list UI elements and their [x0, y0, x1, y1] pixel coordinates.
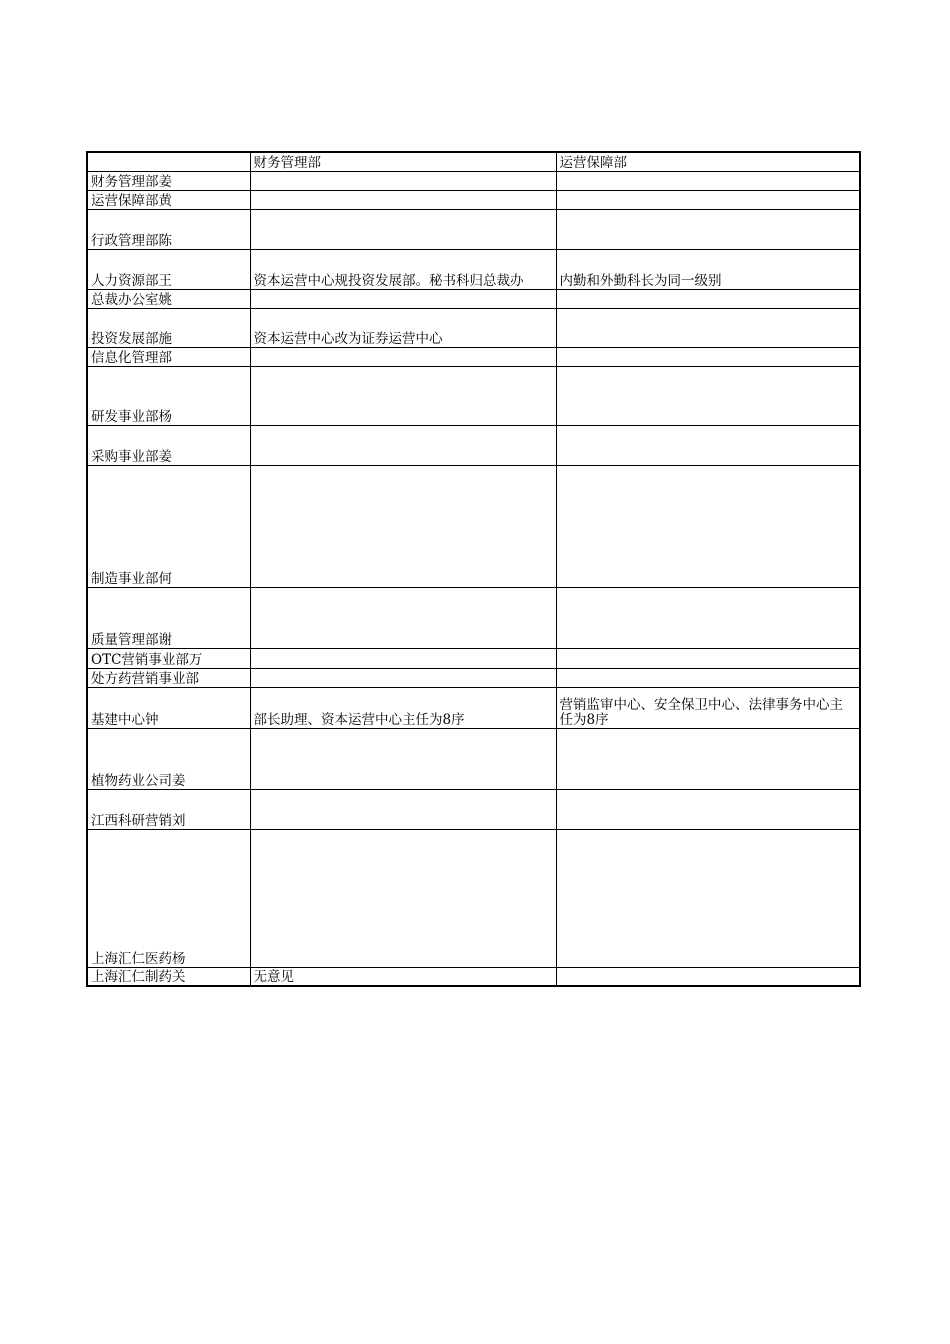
ops-comment-cell[interactable] — [556, 789, 860, 829]
header-cell-dept[interactable] — [87, 152, 250, 171]
dept-cell[interactable]: 总裁办公室姚 — [87, 289, 250, 308]
table-row — [87, 687, 860, 728]
dept-cell[interactable]: 投资发展部施 — [87, 308, 250, 347]
dept-cell[interactable]: 植物药业公司姜 — [87, 728, 250, 789]
ops-comment-cell[interactable] — [556, 190, 860, 209]
table-row — [87, 308, 860, 347]
finance-comment-cell[interactable] — [250, 728, 556, 789]
feedback-sheet — [86, 151, 859, 987]
table-row — [87, 347, 860, 366]
ops-comment-cell[interactable] — [556, 209, 860, 249]
dept-cell[interactable]: 采购事业部姜 — [87, 425, 250, 465]
dept-cell[interactable]: 信息化管理部 — [87, 347, 250, 366]
finance-comment-cell[interactable]: 资本运营中心改为证券运营中心 — [250, 308, 556, 347]
table-row — [87, 425, 860, 465]
ops-comment-cell[interactable] — [556, 668, 860, 687]
feedback-table — [86, 151, 861, 987]
dept-cell[interactable]: 行政管理部陈 — [87, 209, 250, 249]
table-row — [87, 648, 860, 668]
finance-comment-cell[interactable] — [250, 587, 556, 648]
table-row — [87, 249, 860, 289]
table-row — [87, 465, 860, 587]
ops-comment-cell[interactable] — [556, 425, 860, 465]
ops-comment-cell[interactable] — [556, 648, 860, 668]
table-row — [87, 190, 860, 209]
finance-comment-cell[interactable] — [250, 171, 556, 190]
finance-comment-cell[interactable] — [250, 789, 556, 829]
finance-comment-cell[interactable] — [250, 425, 556, 465]
dept-cell[interactable]: 运营保障部黄 — [87, 190, 250, 209]
finance-comment-cell[interactable] — [250, 347, 556, 366]
dept-cell[interactable]: 基建中心钟 — [87, 687, 250, 728]
finance-comment-cell[interactable] — [250, 465, 556, 587]
finance-comment-cell[interactable]: 无意见 — [250, 967, 556, 986]
dept-cell[interactable]: 财务管理部姜 — [87, 171, 250, 190]
ops-comment-cell[interactable] — [556, 967, 860, 986]
ops-comment-cell[interactable]: 内勤和外勤科长为同一级别 — [556, 249, 860, 289]
dept-cell[interactable]: 研发事业部杨 — [87, 366, 250, 425]
header-cell-finance[interactable]: 财务管理部 — [250, 152, 556, 171]
table-row — [87, 668, 860, 687]
dept-cell[interactable]: 上海汇仁制药关 — [87, 967, 250, 986]
dept-cell[interactable]: 处方药营销事业部 — [87, 668, 250, 687]
finance-comment-cell[interactable] — [250, 209, 556, 249]
header-row — [87, 152, 860, 171]
dept-cell[interactable]: 质量管理部谢 — [87, 587, 250, 648]
table-row — [87, 587, 860, 648]
table-row — [87, 829, 860, 967]
ops-comment-cell[interactable] — [556, 366, 860, 425]
dept-cell[interactable]: 制造事业部何 — [87, 465, 250, 587]
table-row — [87, 289, 860, 308]
ops-comment-cell[interactable] — [556, 465, 860, 587]
finance-comment-cell[interactable] — [250, 190, 556, 209]
finance-comment-cell[interactable] — [250, 668, 556, 687]
ops-comment-cell[interactable] — [556, 347, 860, 366]
ops-comment-cell[interactable] — [556, 171, 860, 190]
dept-cell[interactable]: 上海汇仁医药杨 — [87, 829, 250, 967]
finance-comment-cell[interactable] — [250, 289, 556, 308]
ops-comment-cell[interactable] — [556, 308, 860, 347]
table-row — [87, 967, 860, 986]
header-cell-ops[interactable]: 运营保障部 — [556, 152, 860, 171]
finance-comment-cell[interactable] — [250, 366, 556, 425]
table-row — [87, 171, 860, 190]
finance-comment-cell[interactable]: 部长助理、资本运营中心主任为8序 — [250, 687, 556, 728]
ops-comment-cell[interactable] — [556, 829, 860, 967]
dept-cell[interactable]: 人力资源部王 — [87, 249, 250, 289]
finance-comment-cell[interactable]: 资本运营中心规投资发展部。秘书科归总裁办 — [250, 249, 556, 289]
table-row — [87, 789, 860, 829]
finance-comment-cell[interactable] — [250, 829, 556, 967]
ops-comment-cell[interactable] — [556, 728, 860, 789]
table-row — [87, 366, 860, 425]
dept-cell[interactable]: 江西科研营销刘 — [87, 789, 250, 829]
ops-comment-cell[interactable] — [556, 289, 860, 308]
table-row — [87, 728, 860, 789]
ops-comment-cell[interactable]: 营销监审中心、安全保卫中心、法律事务中心主任为8序 — [556, 687, 860, 728]
ops-comment-cell[interactable] — [556, 587, 860, 648]
finance-comment-cell[interactable] — [250, 648, 556, 668]
table-row — [87, 209, 860, 249]
dept-cell[interactable]: OTC营销事业部万 — [87, 648, 250, 668]
